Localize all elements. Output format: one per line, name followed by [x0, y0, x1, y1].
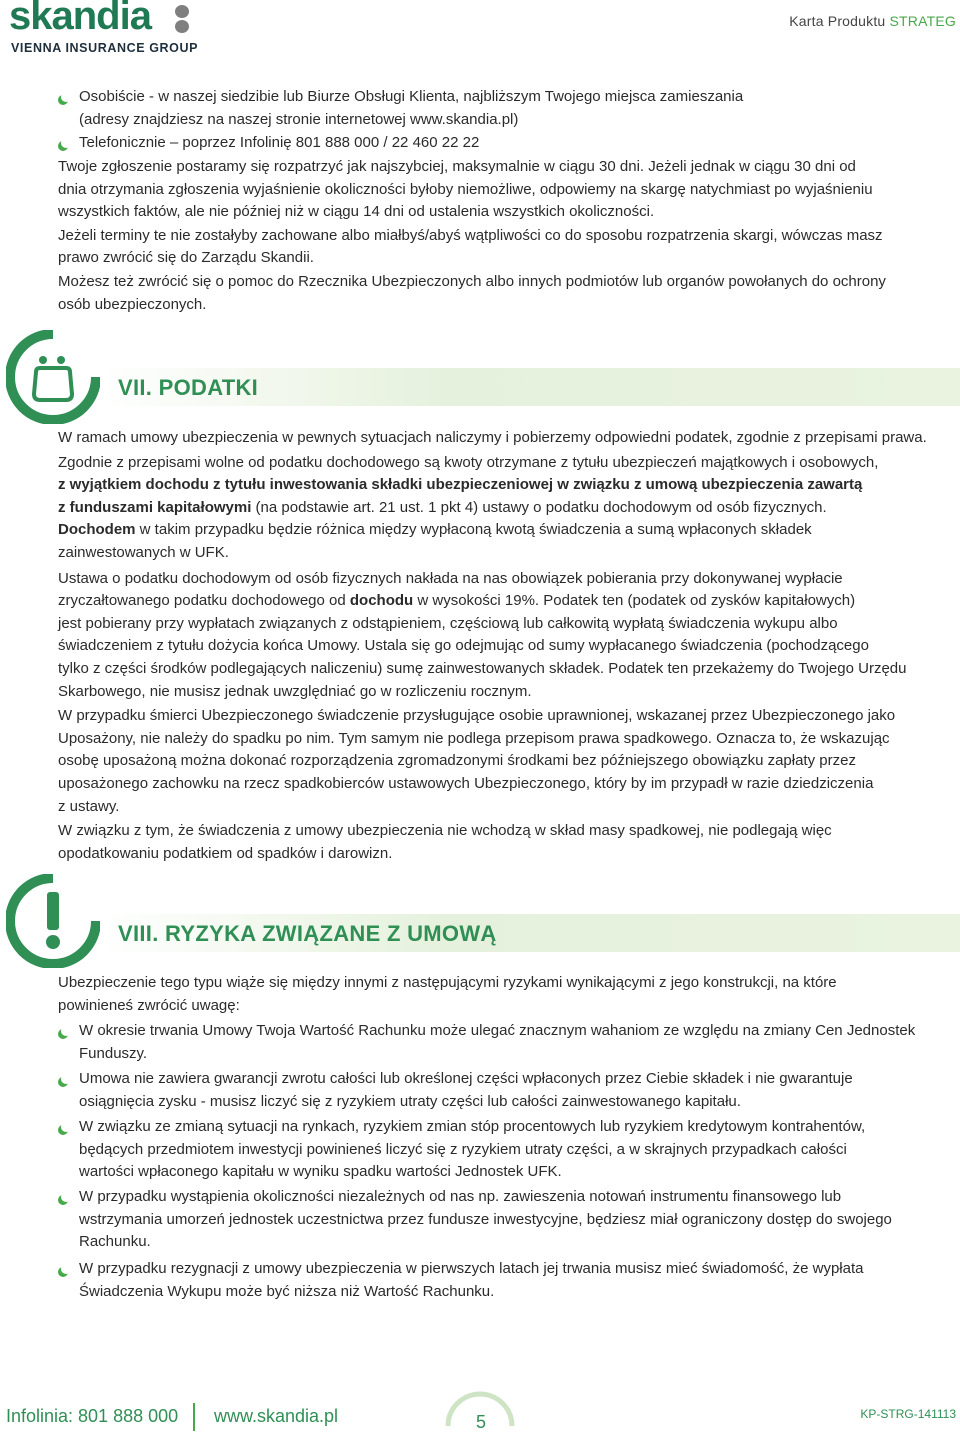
page-number: 5 [476, 1412, 487, 1432]
header-label: Karta Produktu [789, 13, 886, 29]
bullet-icon [58, 1267, 68, 1277]
section-title-risks: VIII. RYZYKA ZWIĄZANE Z UMOWĄ [118, 921, 497, 946]
document-code: KP-STRG-141113 [860, 1407, 956, 1421]
list-item: Telefonicznie – poprzez Infolinię 801 888 000 / 22 460 22 22 [79, 134, 480, 151]
logo-wordmark: skandia [9, 0, 151, 38]
bullet-icon [58, 1077, 68, 1087]
section-title-taxes: VII. PODATKI [118, 375, 259, 400]
list-item: Umowa nie zawiera gwarancji zwrotu całości lub określonej części wpłaconych przez Ciebie składek i nie gwarantuje osiągnięcia zysku - musisz liczyć się z ryzykiem utraty części lub całości zainwestowanego kapitału. [79, 1070, 853, 1110]
footer-divider [193, 1403, 195, 1431]
section-risks-intro: Ubezpieczenie tego typu wiąże się między innymi z następującymi ryzykami wynikającymi z jego konstrukcji, na które powinieneś zwrócić uwagę: [58, 974, 837, 1014]
footer-infoline: Infolinia: 801 888 000 [6, 1406, 179, 1426]
wallet-icon [6, 330, 100, 424]
header-product: STRATEG [889, 13, 956, 29]
bullet-icon [58, 1125, 68, 1135]
skandia-logo [9, 0, 199, 62]
list-item: W okresie trwania Umowy Twoja Wartość Rachunku może ulegać znacznym wahaniom ze względu na zmiany Cen Jednostek Funduszy. [79, 1022, 916, 1062]
list-item: Osobiście - w naszej siedzibie lub Biurze Obsługi Klienta, najbliższym Twojego miejsca zamieszania (adresy znajdziesz na naszej stronie internetowej www.skandia.pl) [79, 88, 744, 128]
logo-subtitle: VIENNA INSURANCE GROUP [11, 41, 199, 55]
exclamation-icon [6, 874, 100, 968]
section-taxes-body: W ramach umowy ubezpieczenia w pewnych sytuacjach naliczymy i pobierzemy odpowiedni podatek, zgodnie z przepisami prawa. Zgodnie z przepisami wolne od podatku dochodowego są kwoty otrzymane z tytułu ubezpieczeń majątkowych i osobowych, z wyjątkiem dochodu z tytułu inwestowania składki ubezpieczeniowej w związku z umową ubezpieczenia zawartą z funduszami kapitałowymi (na podstawie art. 21 ust. 1 pkt 4) ustawy o podatku dochodowym od osób fizycznych. Dochodem w takim przypadku będzie różnica między wypłaconą kwotą świadczenia a sumą wpłaconych składek zainwestowanych w UFK. Ustawa o podatku dochodowym od osób fizycznych nakłada na nas obowiązek pobierania przy dokonywanej wypłacie zryczałtowanego podatku dochodowego od dochodu w wysokości 19%. Podatek ten (podatek od zysków kapitałowych) jest pobierany przy wypłatach związanych z odstąpieniem, częściową lub całkowitą wypłatą świadczenia wykupu albo świadczeniem z tytułu dożycia końca Umowy. Ustala się go odejmując od sumy wypłacanego świadczenia (pochodzącego tylko z części środków podlegających naliczeniu) sumę zainwestowanych składek. Podatek ten przekażemy do Twojego Urzędu Skarbowego, nie musisz jednak uwzględniać go w rozliczeniu rocznym. W przypadku śmierci Ubezpieczonego świadczenie przysługujące osobie uprawnionej, wskazanej przez Ubezpieczonego jako Uposażony, nie należy do spadku po nim. Tym samym nie podlega przepisom prawa spadkowego. Oznacza to, że wskazując osobę uposażoną można dokonać rozporządzenia zgromadzonymi środkami bez późniejszego obowiązku zapłaty przez uposażonego zachowku na rzecz spadkobierców ustawowych Ubezpieczonego, który by im przypadł w razie dziedziczenia z ustawy. W związku z tym, że świadczenia z umowy ubezpieczenia nie wchodzą w skład masy spadkowej, nie podlegają więc opodatkowaniu podatkiem od spadków i darowizn. [58, 429, 927, 862]
intro-paragraphs: Twoje zgłoszenie postaramy się rozpatrzyć jak najszybciej, maksymalnie w ciągu 30 dni. Jeżeli jednak w ciągu 30 dni od dnia otrzymania zgłoszenia wyjaśnienie okoliczności byłoby niemożliwe, odpowiemy na skargę natychmiast po wyjaśnieniu wszystkich faktów, ale nie później niż w ciągu 14 dni od ustalenia wszystkich okoliczności. Jeżeli terminy te nie zostałyby zachowane albo miałbyś/abyś wątpliwości co do sposobu rozpatrzenia skargi, wówczas masz prawo zwrócić się do Zarządu Skandii. Możesz też zwrócić się o pomoc do Rzecznika Ubezpieczonych albo innych podmiotów lub organów powołanych do ochrony osób ubezpieczonych. [58, 158, 886, 313]
list-item: W przypadku rezygnacji z umowy ubezpieczenia w pierwszych latach jej trwania musisz mieć świadomość, że wypłata Świadczenia Wykupu może być niższa niż Wartość Rachunku. [79, 1260, 864, 1300]
logo-dots-icon [175, 5, 191, 35]
footer-website-link[interactable]: www.skandia.pl [214, 1406, 339, 1426]
list-item: W związku ze zmianą sytuacji na rynkach, ryzykiem zmian stóp procentowych lub ryzykiem kredytowym kontrahentów, będących przedmiotem inwestycji powinieneś liczyć się z ryzykiem utraty części, a w skrajnych przypadkach całości wartości wpłaconego kapitału w wyniku spadku wartości Jednostek UFK. [79, 1118, 866, 1181]
document-header [789, 10, 956, 33]
bullet-icon [58, 1195, 68, 1205]
bullet-icon [58, 141, 68, 151]
list-item: W przypadku wystąpienia okoliczności niezależnych od nas np. zawieszenia notowań instrumentu finansowego lub wstrzymania umorzeń jednostek uczestnictwa przez fundusze inwestycyjne, będziesz miał ograniczony dostęp do swojego Rachunku. [79, 1188, 892, 1251]
bullet-icon [58, 1029, 68, 1039]
bullet-icon [58, 95, 68, 105]
